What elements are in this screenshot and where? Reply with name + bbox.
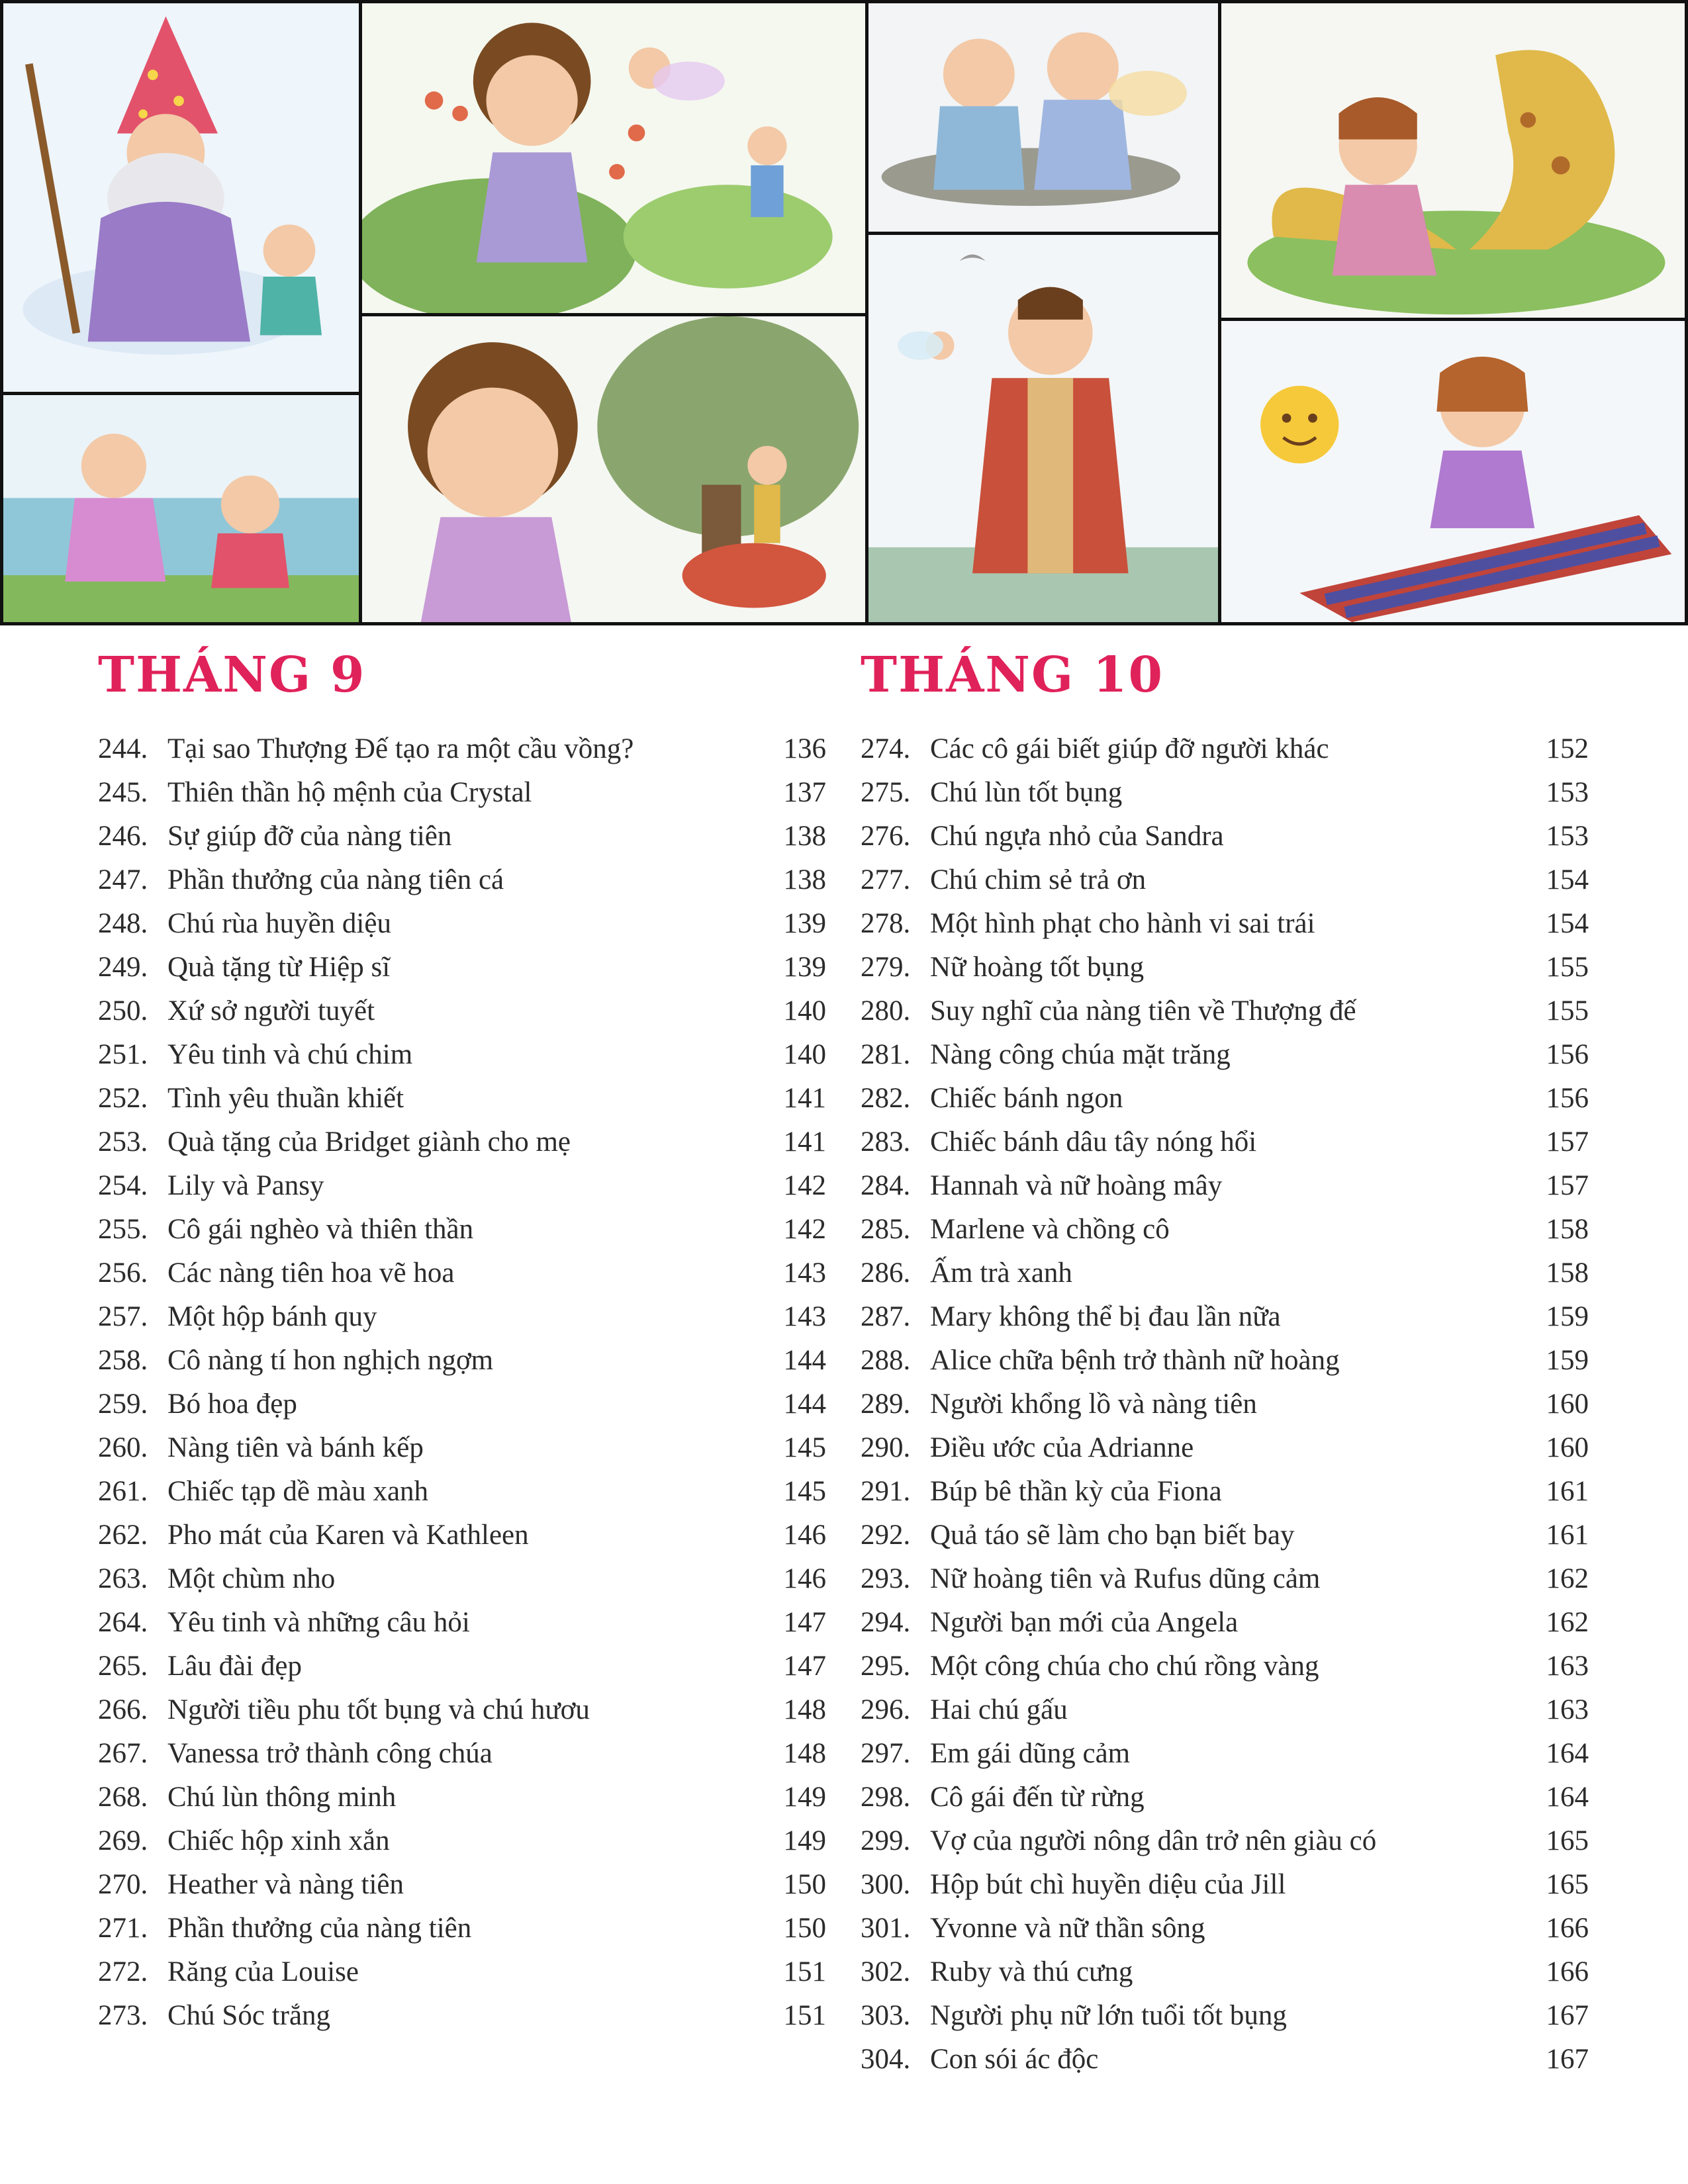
entry-number: 298. [861,1782,911,1813]
entry-title: Nàng tiên và bánh kếp [167,1432,424,1463]
toc-entry [861,1950,1589,1994]
entry-page-number: 148 [783,1738,826,1769]
entry-page-number: 151 [783,2000,826,2031]
entry-number: 251. [98,1039,148,1070]
entry-number: 297. [861,1738,911,1769]
entry-number: 262. [98,1520,148,1551]
entry-number: 250. [98,995,148,1026]
entry-title: Người khổng lồ và nàng tiên [930,1388,1257,1420]
entry-page-number: 151 [783,1956,826,1987]
toc-entry [861,1994,1589,2038]
entry-page-number: 148 [783,1694,826,1725]
entry-number: 294. [861,1607,911,1638]
two-girls-sitting-illustration [865,0,1221,235]
toc-entry [861,946,1589,989]
entry-title: Mary không thể bị đau lần nữa [930,1301,1281,1332]
entry-page-number: 139 [783,908,826,939]
entry-page-number: 152 [1546,733,1589,764]
entry-page-number: 167 [1546,2044,1589,2075]
entry-page-number: 161 [1546,1520,1589,1551]
entry-number: 258. [98,1345,148,1376]
toc-entry [861,727,1589,771]
entry-page-number: 162 [1546,1563,1589,1594]
entry-title: Một hình phạt cho hành vi sai trái [930,908,1315,939]
toc-entry [98,1514,826,1557]
toc-entry [98,858,826,902]
entry-page-number: 156 [1546,1083,1589,1114]
entry-title: Yvonne và nữ thần sông [930,1913,1205,1944]
entry-page-number: 145 [783,1476,826,1507]
entry-number: 253. [98,1126,148,1158]
entry-page-number: 163 [1546,1651,1589,1682]
girls-swimming-illustration [0,392,362,625]
entry-title: Xứ sở người tuyết [167,995,375,1026]
toc-entry [98,1426,826,1470]
entry-page-number: 149 [783,1782,826,1813]
entry-page-number: 142 [783,1214,826,1245]
entry-title: Quà tặng từ Hiệp sĩ [167,952,391,983]
toc-entry [861,815,1589,858]
section-heading: THÁNG 9 [98,647,366,704]
entry-title: Nữ hoàng tốt bụng [930,952,1145,983]
entry-page-number: 158 [1546,1257,1589,1289]
wizard-and-child-illustration [0,0,362,395]
toc-entry [861,858,1589,902]
entry-page-number: 164 [1546,1738,1589,1769]
entry-number: 248. [98,908,148,939]
entry-number: 246. [98,821,148,852]
girl-and-elf-under-tree-illustration [359,313,868,625]
entry-number: 261. [98,1476,148,1507]
toc-entry [861,1601,1589,1645]
section-heading: THÁNG 10 [861,647,1164,704]
entry-page-number: 154 [1546,864,1589,895]
entry-page-number: 147 [783,1651,826,1682]
entry-number: 290. [861,1432,911,1463]
entry-page-number: 136 [783,733,826,764]
entry-number: 304. [861,2044,911,2075]
toc-entry [861,1645,1589,1688]
toc-entry [98,1732,826,1776]
toc-entry [861,1470,1589,1514]
entry-page-number: 140 [783,995,826,1026]
entry-title: Ruby và thú cưng [930,1956,1133,1987]
toc-entry [98,1033,826,1077]
entry-page-number: 165 [1546,1825,1589,1856]
entry-title: Suy nghĩ của nàng tiên về Thượng đế [930,995,1356,1026]
toc-entry [861,902,1589,946]
entry-title: Em gái dũng cảm [930,1738,1131,1769]
entry-title: Chú rùa huyền diệu [167,908,391,939]
entry-page-number: 156 [1546,1039,1589,1070]
toc-entry [98,815,826,858]
entry-number: 267. [98,1738,148,1769]
entry-page-number: 144 [783,1345,826,1376]
entry-title: Pho mát của Karen và Kathleen [167,1520,529,1551]
entry-title: Sự giúp đỡ của nàng tiên [167,821,452,852]
toc-entry [98,1383,826,1426]
entry-number: 303. [861,2000,911,2031]
entry-title: Nữ hoàng tiên và Rufus dũng cảm [930,1563,1321,1594]
entry-number: 291. [861,1476,911,1507]
entry-number: 249. [98,952,148,983]
entry-page-number: 155 [1546,995,1589,1026]
entry-title: Một công chúa cho chú rồng vàng [930,1651,1319,1682]
girl-with-dragon-illustration [1218,0,1688,321]
toc-entry [98,946,826,989]
entry-page-number: 153 [1546,821,1589,852]
entry-number: 295. [861,1651,911,1682]
entry-page-number: 142 [783,1170,826,1201]
entry-title: Chiếc tạp dề màu xanh [167,1476,429,1507]
entry-title: Thiên thần hộ mệnh của Crystal [167,777,532,808]
toc-entry [861,1164,1589,1208]
toc-entry [98,1251,826,1295]
entry-number: 256. [98,1257,148,1289]
toc-entry [861,1557,1589,1601]
entry-number: 278. [861,908,911,939]
entry-number: 296. [861,1694,911,1725]
entry-title: Ấm trà xanh [930,1257,1072,1289]
entry-number: 293. [861,1563,911,1594]
toc-section-october [861,645,1589,2081]
girl-with-flowers-and-fairy-illustration [359,0,868,316]
illustration-grid [0,0,1688,625]
toc-entry [98,1164,826,1208]
entry-title: Chiếc bánh dâu tây nóng hổi [930,1126,1257,1158]
entry-number: 287. [861,1301,911,1332]
toc-entry [98,1601,826,1645]
entry-title: Các nàng tiên hoa vẽ hoa [167,1257,455,1289]
entry-number: 255. [98,1214,148,1245]
entry-page-number: 157 [1546,1170,1589,1201]
entry-number: 270. [98,1869,148,1900]
toc-list [861,727,1589,2081]
toc-entry [861,1688,1589,1732]
entry-title: Chú Sóc trắng [167,2000,331,2031]
entry-title: Tình yêu thuần khiết [167,1083,404,1114]
entry-number: 280. [861,995,911,1026]
entry-title: Người tiều phu tốt bụng và chú hươu [167,1694,590,1725]
entry-title: Chú ngựa nhỏ của Sandra [930,821,1224,852]
entry-title: Lily và Pansy [167,1170,324,1201]
toc-entry [98,1295,826,1339]
entry-number: 260. [98,1432,148,1463]
toc-entry [861,1295,1589,1339]
entry-number: 302. [861,1956,911,1987]
entry-number: 264. [98,1607,148,1638]
entry-number: 271. [98,1913,148,1944]
entry-number: 263. [98,1563,148,1594]
entry-number: 288. [861,1345,911,1376]
entry-number: 292. [861,1520,911,1551]
entry-page-number: 147 [783,1607,826,1638]
toc-entry [861,1426,1589,1470]
entry-page-number: 146 [783,1520,826,1551]
entry-number: 252. [98,1083,148,1114]
entry-page-number: 137 [783,777,826,808]
entry-number: 285. [861,1214,911,1245]
entry-title: Lâu đài đẹp [167,1651,302,1682]
toc-entry [98,1863,826,1907]
toc-entry [861,1120,1589,1164]
entry-page-number: 138 [783,821,826,852]
entry-title: Chiếc bánh ngon [930,1083,1123,1114]
entry-title: Hộp bút chì huyền diệu của Jill [930,1869,1286,1900]
entry-page-number: 150 [783,1913,826,1944]
entry-page-number: 141 [783,1083,826,1114]
entry-page-number: 161 [1546,1476,1589,1507]
entry-page-number: 159 [1546,1345,1589,1376]
entry-number: 279. [861,952,911,983]
entry-page-number: 150 [783,1869,826,1900]
toc-entry [98,1994,826,2038]
toc-entry [861,1383,1589,1426]
toc-entry [98,1208,826,1251]
entry-page-number: 141 [783,1126,826,1158]
toc-entry [861,989,1589,1033]
toc-entry [98,1470,826,1514]
toc-entry [98,1339,826,1383]
toc-entry [98,1120,826,1164]
toc-entry [861,1251,1589,1295]
entry-page-number: 164 [1546,1782,1589,1813]
entry-number: 268. [98,1782,148,1813]
entry-number: 276. [861,821,911,852]
entry-title: Chiếc hộp xinh xắn [167,1825,390,1856]
entry-page-number: 143 [783,1301,826,1332]
entry-page-number: 158 [1546,1214,1589,1245]
entry-title: Các cô gái biết giúp đỡ người khác [930,733,1329,764]
toc-entry [98,902,826,946]
entry-title: Yêu tinh và những câu hỏi [167,1607,470,1638]
toc-entry [861,1907,1589,1950]
entry-page-number: 157 [1546,1126,1589,1158]
entry-title: Hai chú gấu [930,1694,1068,1725]
entry-number: 273. [98,2000,148,2031]
entry-page-number: 139 [783,952,826,983]
toc-entry [861,1339,1589,1383]
entry-title: Chú lùn tốt bụng [930,777,1123,808]
toc-entry [861,1776,1589,1819]
entry-number: 269. [98,1825,148,1856]
entry-title: Phần thưởng của nàng tiên [167,1913,472,1944]
entry-number: 286. [861,1257,911,1289]
toc-list [98,727,826,2038]
toc-entry [98,727,826,771]
entry-title: Chú chim sẻ trả ơn [930,864,1147,895]
entry-title: Điều ước của Adrianne [930,1432,1194,1463]
entry-title: Vợ của người nông dân trở nên giàu có [930,1825,1377,1856]
entry-title: Hannah và nữ hoàng mây [930,1170,1223,1201]
entry-page-number: 145 [783,1432,826,1463]
toc-entry [861,1863,1589,1907]
entry-page-number: 162 [1546,1607,1589,1638]
entry-title: Phần thưởng của nàng tiên cá [167,864,504,895]
entry-title: Tại sao Thượng Đế tạo ra một cầu vồng? [167,733,634,764]
toc-entry [861,1077,1589,1120]
entry-page-number: 166 [1546,1913,1589,1944]
entry-number: 301. [861,1913,911,1944]
toc-entry [98,1645,826,1688]
toc-entry [98,1557,826,1601]
entry-number: 274. [861,733,911,764]
entry-number: 265. [98,1651,148,1682]
entry-number: 247. [98,864,148,895]
entry-title: Vanessa trở thành công chúa [167,1738,492,1769]
girl-on-magic-carpet-with-sun-illustration [1218,318,1688,625]
toc-entry [861,2038,1589,2081]
entry-page-number: 155 [1546,952,1589,983]
entry-title: Búp bê thần kỳ của Fiona [930,1476,1222,1507]
entry-number: 282. [861,1083,911,1114]
toc-entry [861,1732,1589,1776]
entry-page-number: 160 [1546,1388,1589,1420]
entry-title: Răng của Louise [167,1956,359,1987]
entry-number: 284. [861,1170,911,1201]
entry-page-number: 165 [1546,1869,1589,1900]
entry-number: 277. [861,864,911,895]
entry-number: 281. [861,1039,911,1070]
entry-title: Quả táo sẽ làm cho bạn biết bay [930,1520,1295,1551]
entry-page-number: 138 [783,864,826,895]
entry-number: 283. [861,1126,911,1158]
toc-entry [861,1033,1589,1077]
toc-entry [98,1819,826,1863]
entry-page-number: 159 [1546,1301,1589,1332]
entry-page-number: 140 [783,1039,826,1070]
entry-number: 275. [861,777,911,808]
entry-page-number: 146 [783,1563,826,1594]
entry-number: 254. [98,1170,148,1201]
toc-entry [861,1208,1589,1251]
entry-title: Alice chữa bệnh trở thành nữ hoàng [930,1345,1340,1376]
entry-number: 299. [861,1825,911,1856]
entry-page-number: 143 [783,1257,826,1289]
entry-number: 300. [861,1869,911,1900]
entry-page-number: 166 [1546,1956,1589,1987]
entry-number: 266. [98,1694,148,1725]
entry-title: Yêu tinh và chú chim [167,1039,413,1070]
toc-entry [861,1819,1589,1863]
toc-entry [98,771,826,815]
entry-page-number: 160 [1546,1432,1589,1463]
toc-entry [861,771,1589,815]
entry-title: Bó hoa đẹp [167,1388,297,1420]
entry-number: 257. [98,1301,148,1332]
entry-title: Một chùm nho [167,1563,336,1594]
entry-page-number: 167 [1546,2000,1589,2031]
entry-title: Chú lùn thông minh [167,1782,397,1813]
entry-number: 272. [98,1956,148,1987]
entry-number: 245. [98,777,148,808]
toc-entry [98,1688,826,1732]
entry-title: Heather và nàng tiên [167,1869,404,1900]
entry-title: Quà tặng của Bridget giành cho mẹ [167,1126,571,1158]
toc-entry [98,1077,826,1120]
toc-entry [98,989,826,1033]
entry-page-number: 144 [783,1388,826,1420]
entry-title: Marlene và chồng cô [930,1214,1170,1245]
entry-page-number: 163 [1546,1694,1589,1725]
toc-entry [98,1950,826,1994]
entry-page-number: 153 [1546,777,1589,808]
boy-in-coat-with-fairy-illustration [865,232,1221,625]
toc-entry [98,1776,826,1819]
entry-page-number: 154 [1546,908,1589,939]
illustration-bottom-rule [0,623,1688,625]
toc-entry [98,1907,826,1950]
entry-title: Con sói ác độc [930,2044,1099,2075]
entry-number: 244. [98,733,148,764]
toc-section-september [98,645,826,2038]
toc-entry [861,1514,1589,1557]
entry-title: Cô gái đến từ rừng [930,1782,1145,1813]
entry-title: Cô gái nghèo và thiên thần [167,1214,474,1245]
entry-title: Cô nàng tí hon nghịch ngợm [167,1345,494,1376]
entry-title: Một hộp bánh quy [167,1301,377,1332]
entry-title: Người phụ nữ lớn tuổi tốt bụng [930,2000,1287,2031]
entry-number: 289. [861,1388,911,1420]
entry-title: Nàng công chúa mặt trăng [930,1039,1231,1070]
entry-title: Người bạn mới của Angela [930,1607,1239,1638]
entry-number: 259. [98,1388,148,1420]
entry-page-number: 149 [783,1825,826,1856]
